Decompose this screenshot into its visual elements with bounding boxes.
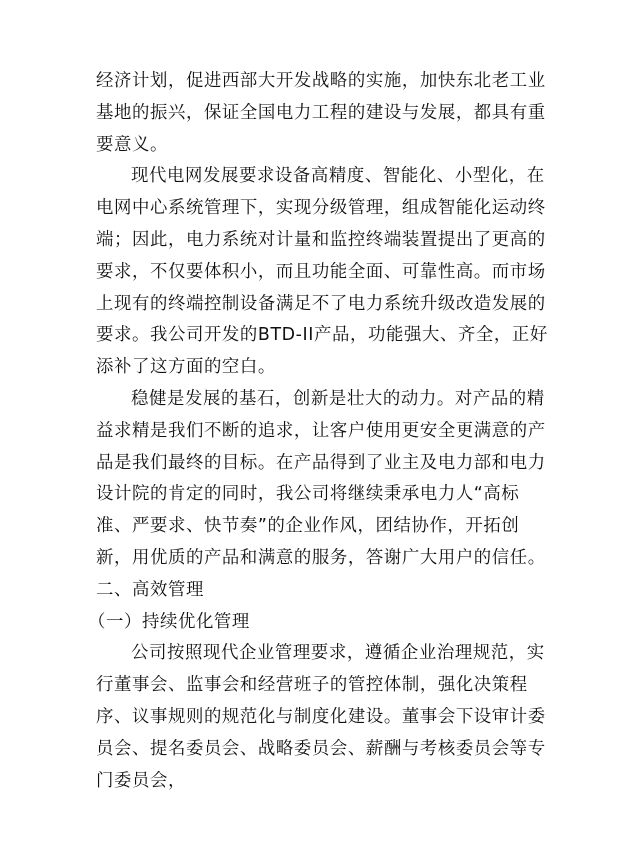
paragraph-governance: 公司按照现代企业管理要求，遵循企业治理规范，实行董事会、监事会和经营班子的管控体制，强化决策程序、议事规则的规范化与制度化建设。董事会下设审计委员会、提名委员会、战略委员会、薪酬与考核委员会等专门委员会，	[96, 643, 546, 791]
paragraph-power-grid: 现代电网发展要求设备高精度、智能化、小型化，在电网中心系统管理下，实现分级管理，组成智能化运动终端；因此，电力系统对计量和监控终端装置提出了更高的要求，不仅要体积小，而且功能全面、可靠性高。而市场上现有的终端控制设备满足不了电力系统升级改造发展的要求。我公司开发的BTD-II产品，功能强大、齐全，正好添补了这方面的空白。	[96, 166, 548, 378]
section-heading: 二、高效管理	[96, 579, 204, 600]
document-page	[88, 66, 548, 797]
paragraph-innovation: 稳健是发展的基石，创新是壮大的动力。对产品的精益求精是我们不断的追求，让客户使用更安全更满意的产品是我们最终的目标。在产品得到了业主及电力部和电力设计院的肯定的同时，我公司将继续秉承电力人“高标准、严要求、快节奏”的企业作风，团结协作，开拓创新，用优质的产品和满意的服务，答谢广大用户的信任。	[96, 388, 546, 568]
subsection-heading: （一）持续优化管理	[88, 611, 250, 632]
paragraph-continuation: 经济计划，促进西部大开发战略的实施，加快东北老工业基地的振兴，保证全国电力工程的建设与发展，都具有重要意义。	[96, 71, 546, 155]
